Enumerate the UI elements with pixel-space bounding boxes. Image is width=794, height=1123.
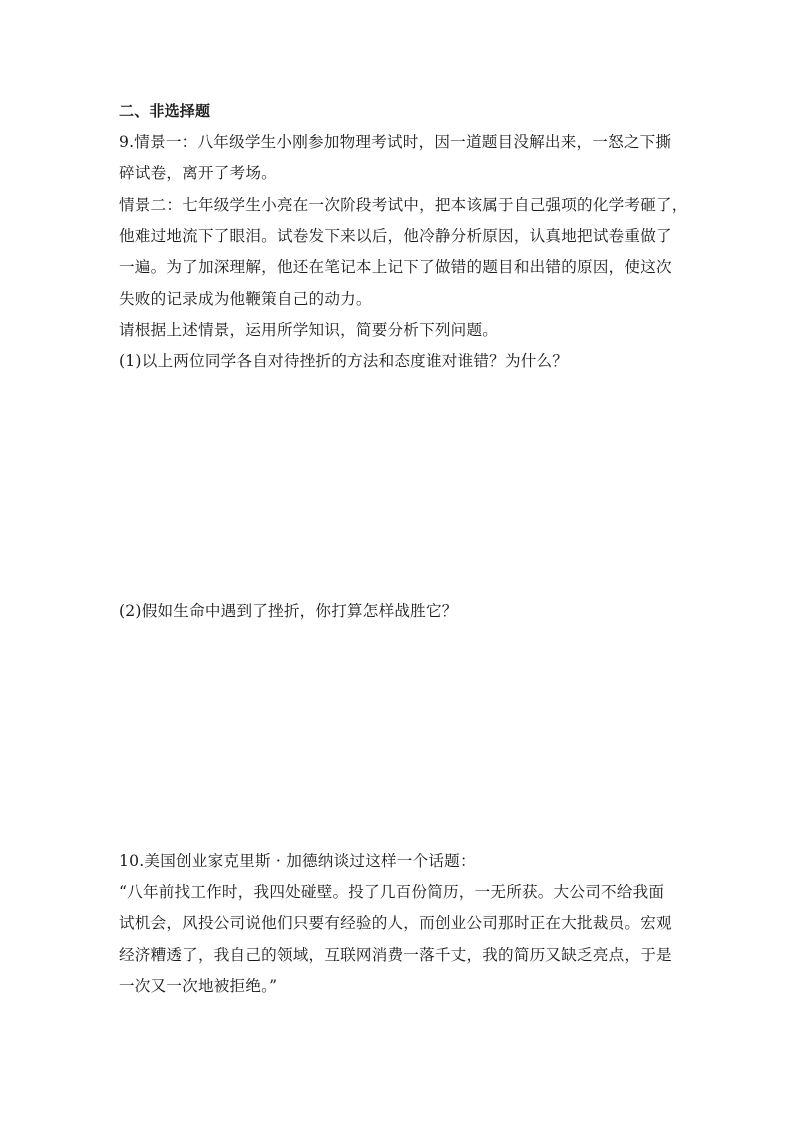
q9-subquestion-2: (2)假如生命中遇到了挫折，你打算怎样战胜它？ (119, 602, 458, 620)
q9-line-7: 请根据上述情景，运用所学知识，简要分析下列问题。 (119, 321, 499, 339)
q9-subquestion-1: (1)以上两位同学各自对待挫折的方法和态度谁对谁错？为什么？ (119, 352, 569, 370)
q9-line-6: 失败的记录成为他鞭策自己的动力。 (119, 290, 372, 308)
q9-line-4: 他难过地流下了眼泪。试卷发下来以后，他冷静分析原因，认真地把试卷重做了 (119, 227, 672, 245)
q9-line-3: 情景二：七年级学生小亮在一次阶段考试中，把本该属于自己强项的化学考砸了， (119, 196, 688, 214)
section-heading: 二、非选择题 (119, 102, 211, 120)
q10-line-5: 一次又一次地被拒绝。” (119, 977, 278, 995)
q10-line-3: 试机会，风投公司说他们只要有经验的人，而创业公司那时正在大批裁员。宏观 (119, 914, 672, 932)
q10-line-2: “八年前找工作时，我四处碰壁。投了几百份简历，一无所获。大公司不给我面 (119, 883, 665, 901)
q10-line-1: 10.美国创业家克里斯 · 加德纳谈过这样一个话题： (119, 852, 476, 870)
q9-line-5: 一遍。为了加深理解，他还在笔记本上记下了做错的题目和出错的原因，使这次 (119, 258, 672, 276)
q10-line-4: 经济糟透了，我自己的领域，互联网消费一落千丈，我的简历又缺乏亮点，于是 (119, 946, 672, 964)
q9-line-2: 碎试卷，离开了考场。 (119, 164, 277, 182)
q9-line-1: 9.情景一：八年级学生小刚参加物理考试时，因一道题目没解出来，一怒之下撕 (119, 133, 672, 151)
